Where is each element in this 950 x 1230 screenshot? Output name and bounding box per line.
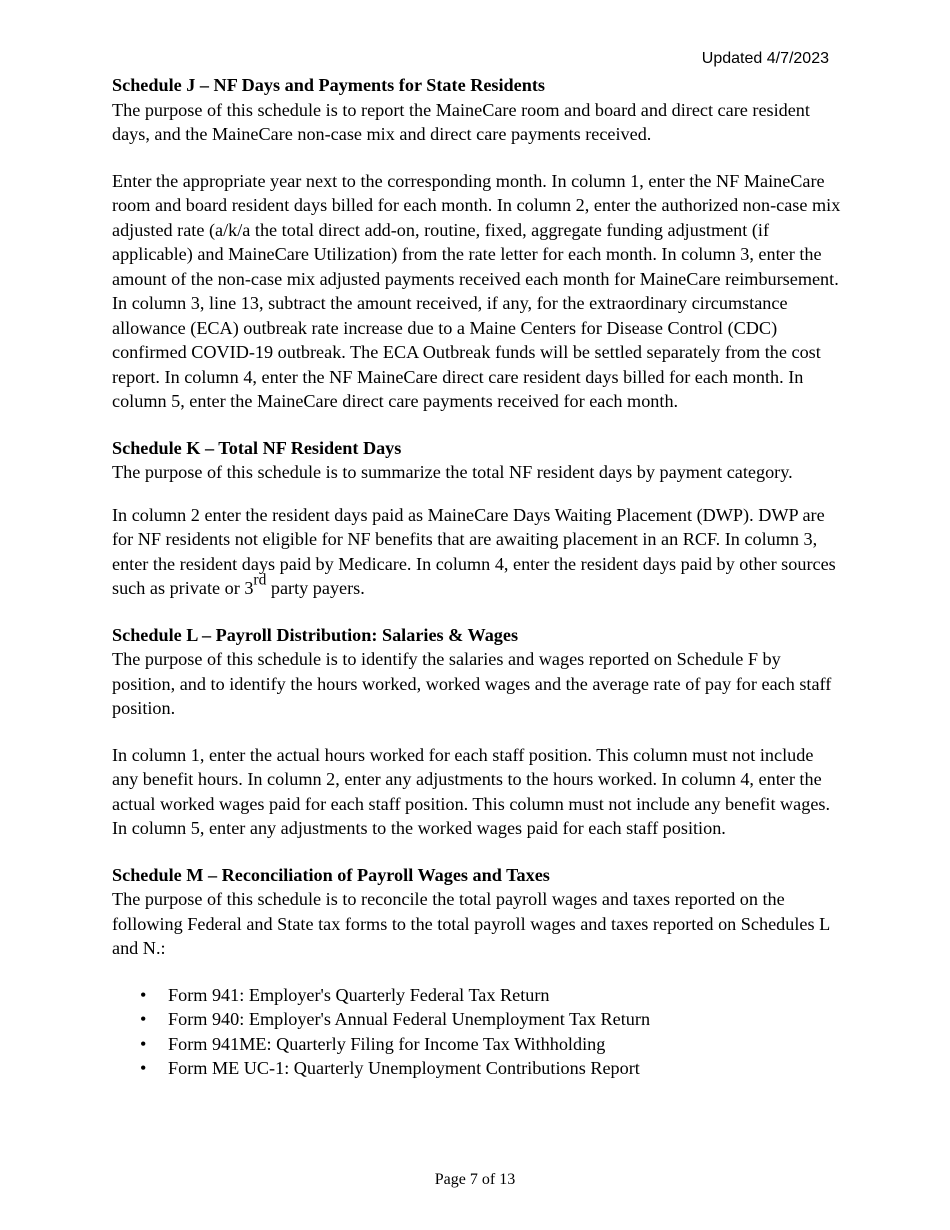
list-item: • Form 940: Employer's Annual Federal Unemployment Tax Return: [140, 1007, 842, 1032]
schedule-j-instructions: Enter the appropriate year next to the corresponding month. In column 1, enter the NF MaineCare room and board resident days billed for each month. In column 2, enter the authorized non-case mix adjusted rate (a/k/a the total direct add-on, routine, fixed, aggregate funding adjustment (if applicable) and MaineCare Utilization) from the rate letter for each month. In column 3, enter the amount of the non-case mix adjusted payments received each month for MaineCare reimbursement. In column 3, line 13, subtract the amount received, if any, for the extraordinary circumstance allowance (ECA) outbreak rate increase due to a Maine Centers for Disease Control (CDC) confirmed COVID-19 outbreak. The ECA Outbreak funds will be settled separately from the cost report. In column 4, enter the NF MaineCare direct care resident days billed for each month. In column 5, enter the MaineCare direct care payments received for each month.: [112, 170, 841, 411]
bullet-icon: •: [140, 1033, 147, 1054]
schedule-m-purpose: The purpose of this schedule is to reconcile the total payroll wages and taxes reported on the following Federal and State tax forms to the total payroll wages and taxes reported on Schedules L and N.:: [112, 889, 830, 958]
schedule-j-title: Schedule J – NF Days and Payments for State Residents: [112, 75, 545, 95]
schedule-k-purpose: The purpose of this schedule is to summarize the total NF resident days by payment category.: [112, 462, 793, 482]
schedule-k-instructions-end: party payers.: [266, 578, 365, 598]
schedule-k-title: Schedule K – Total NF Resident Days: [112, 437, 402, 458]
tax-form-list: [112, 983, 842, 1081]
list-item: • Form 941ME: Quarterly Filing for Income Tax Withholding: [140, 1032, 842, 1057]
schedule-m-title: Schedule M – Reconciliation of Payroll Wages and Taxes: [112, 864, 550, 885]
schedule-l-purpose: The purpose of this schedule is to identify the salaries and wages reported on Schedule F by position, and to identify the hours worked, worked wages and the average rate of pay for each staff position.: [112, 649, 832, 718]
bullet-icon: •: [140, 1058, 147, 1078]
schedule-k-instructions-text: In column 2 enter the resident days paid as MaineCare Days Waiting Placement (DWP). DWP are for NF residents not eligible for NF benefits that are awaiting placement in an RCF. In column 3, enter the resident days paid by Medicare. In column 4, enter the resident days paid by other sources such as private or 3: [112, 504, 836, 598]
schedule-l-title: Schedule L – Payroll Distribution: Salaries & Wages: [112, 624, 519, 645]
ordinal-suffix: rd: [253, 571, 267, 589]
schedule-j-section: [112, 73, 842, 414]
list-item: • Form ME UC-1: Quarterly Unemployment Contributions Report: [140, 1056, 842, 1081]
updated-date: Updated 4/7/2023: [701, 50, 829, 67]
page-number: Page 7 of 13: [434, 1171, 516, 1188]
bullet-icon: •: [140, 984, 147, 1005]
document-body: [112, 73, 842, 1081]
schedule-l-instructions: In column 1, enter the actual hours worked for each staff position. This column must not include any benefit hours. In column 2, enter any adjustments to the hours worked. In column 4, enter the actual worked wages paid for each staff position. This column must not include any benefit wages. In column 5, enter any adjustments to the worked wages paid for each staff position.: [112, 744, 831, 838]
schedule-j-purpose: The purpose of this schedule is to report the MaineCare room and board and direct care resident days, and the MaineCare non-case mix and direct care payments received.: [112, 99, 810, 144]
schedule-k-section: [112, 436, 842, 601]
schedule-m-section: [112, 863, 842, 1081]
bullet-icon: •: [140, 1009, 147, 1029]
schedule-l-section: [112, 623, 842, 841]
list-item: • Form 941: Employer's Quarterly Federal Tax Return: [140, 983, 842, 1008]
schedule-k-instructions: [112, 503, 842, 601]
